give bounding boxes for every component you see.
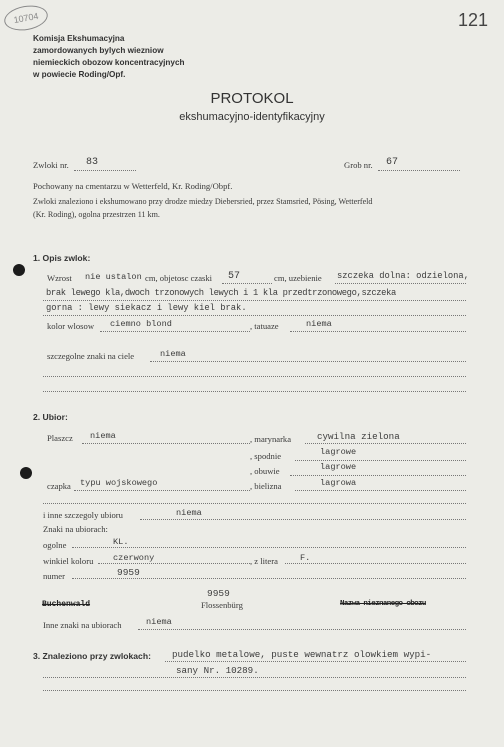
body-no-value: 83	[86, 157, 99, 168]
section3-extra-line	[43, 690, 466, 691]
other-details-line	[140, 519, 466, 520]
marks-extra-line	[43, 376, 466, 377]
header-line: niemieckich obozow koncentracyjnych	[33, 58, 185, 67]
teeth-line1: szczeka dolna: odzielona,	[337, 271, 469, 281]
other-details-value: niema	[176, 508, 202, 518]
angle-line	[98, 563, 250, 564]
general-value: KL.	[113, 537, 129, 547]
shoes-label: , obuwie	[250, 466, 280, 476]
letter-line	[285, 563, 466, 564]
archive-stamp: 10704	[2, 2, 49, 33]
skull-line	[222, 283, 272, 284]
hair-value: ciemno blond	[110, 319, 172, 329]
coat-value: niema	[90, 431, 116, 441]
height-label: Wzrost	[47, 273, 72, 283]
marks-value: niema	[160, 349, 186, 359]
marks-label: szczegolne znaki na ciele	[47, 351, 135, 361]
hair-line	[100, 331, 250, 332]
grave-no-value: 67	[386, 157, 399, 168]
found-text-2: (Kr. Roding), ogolna przestrzen 11 km.	[33, 210, 160, 219]
trousers-label: , spodnie	[250, 451, 282, 461]
teeth-label: cm, uzebienie	[274, 273, 322, 283]
angle-value: czerwony	[113, 553, 155, 563]
tattoo-value: niema	[306, 319, 332, 329]
underwear-label: , bielizna	[250, 481, 282, 491]
jacket-line	[305, 443, 466, 444]
general-line	[72, 547, 466, 548]
teeth-line1-rule	[335, 283, 466, 284]
skull-label: cm, objetosc czaski	[145, 273, 213, 283]
trousers-value: lagrowe	[320, 447, 357, 457]
teeth-line2-rule	[43, 300, 466, 301]
cap-label: czapka	[47, 481, 71, 491]
section3-title: 3. Znaleziono przy zwlokach:	[33, 651, 151, 661]
grave-no-label: Grob nr.	[344, 160, 373, 170]
underwear-line	[295, 490, 466, 491]
body-no-line	[74, 170, 136, 171]
cap-line	[74, 490, 250, 491]
punch-hole-top	[13, 264, 25, 276]
punch-hole-bottom	[20, 467, 32, 479]
coat-line	[82, 443, 250, 444]
general-label: ogolne	[43, 540, 67, 550]
section2-title: 2. Ubior:	[33, 412, 68, 422]
angle-label: winkiel koloru	[43, 556, 94, 566]
marks-line	[150, 361, 466, 362]
grave-no-line	[378, 170, 460, 171]
jacket-label: , marynarka	[250, 434, 292, 444]
number-line	[72, 578, 466, 579]
other-marks-value: niema	[146, 617, 172, 627]
document-title: PROTOKOL	[210, 90, 294, 107]
trousers-line	[295, 460, 466, 461]
document-subtitle: ekshumacyjno-identyfikacyjny	[179, 111, 325, 123]
section3-line1: pudelko metalowe, puste wewnatrz olowkiem wypi-	[172, 649, 432, 660]
letter-value: F.	[300, 553, 311, 563]
other-marks-label: Inne znaki na ubiorach	[43, 620, 122, 630]
commission-header	[33, 33, 185, 81]
coat-label: Plaszcz	[47, 433, 73, 443]
found-text-1: Zwloki znaleziono i ekshumowano przy drodze miedzy Diebersried, przez Stamsried, Pösing, Wetterfeld	[33, 197, 373, 206]
stamp-place: Flossenbürg	[201, 600, 243, 610]
skull-value: 57	[228, 271, 241, 282]
tattoo-line	[290, 331, 466, 332]
marks-extra-line	[43, 391, 466, 392]
header-line: zamordowanych bylych wiezniow	[33, 46, 164, 55]
section3-line2: sany Nr. 10289.	[176, 665, 259, 676]
teeth-line2: brak lewego kla,dwoch trzonowych lewych i 1 kla przedtrzonowego,szczeka	[46, 288, 396, 298]
underwear-value: lagrowa	[320, 478, 357, 488]
struck-left: Buchenwald	[42, 600, 91, 609]
marks-on-clothes-label: Znaki na ubiorach:	[43, 524, 108, 534]
teeth-line3: gorna : lewy siekacz i lewy kiel brak.	[46, 303, 247, 313]
cap-extra-line	[43, 503, 466, 504]
hair-label: kolor wlosow	[47, 321, 95, 331]
jacket-value: cywilna zielona	[317, 431, 400, 442]
teeth-line3-rule	[43, 315, 466, 316]
header-line: Komisja Ekshumacyjna	[33, 34, 125, 43]
tattoo-label: , tatuaze	[250, 321, 279, 331]
section1-title: 1. Opis zwlok:	[33, 253, 91, 263]
header-line: w powiecie Roding/Opf.	[33, 70, 126, 79]
section3-line1-rule	[165, 661, 466, 662]
section3-line2-rule	[43, 677, 466, 678]
number-value: 9959	[117, 567, 140, 578]
burial-text: Pochowany na cmentarzu w Wetterfeld, Kr. Roding/Obpf.	[33, 181, 233, 191]
struck-right: Nazwa nieznanego obozu	[340, 600, 426, 608]
number-label: numer	[43, 571, 65, 581]
page-number: 121	[458, 10, 489, 30]
height-value: nie ustalon	[85, 272, 142, 282]
cap-value: typu wojskowego	[80, 478, 158, 488]
shoes-line	[290, 475, 466, 476]
body-no-label: Zwloki nr.	[33, 160, 69, 170]
other-marks-line	[138, 629, 466, 630]
other-details-label: i inne szczegoly ubioru	[43, 510, 123, 520]
shoes-value: lagrowe	[320, 462, 357, 472]
letter-label: , z litera	[250, 556, 278, 566]
stamp-number: 9959	[207, 588, 230, 599]
